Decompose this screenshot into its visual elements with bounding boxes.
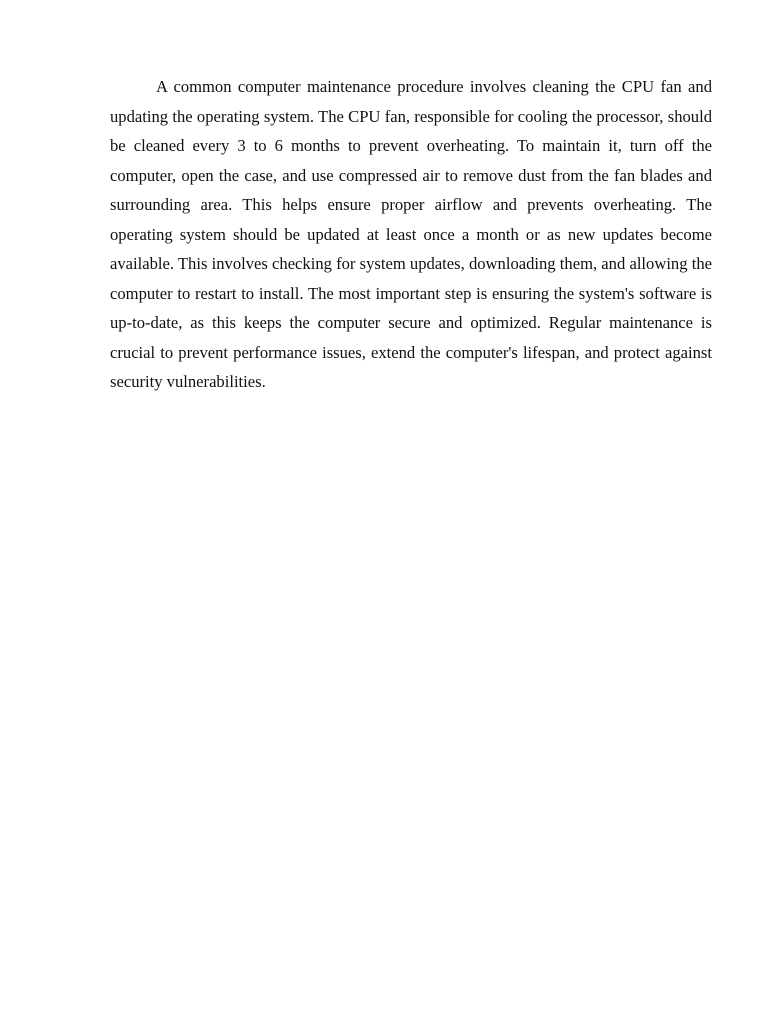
body-paragraph: A common computer maintenance procedure involves cleaning the CPU fan and updating the operating system. The CPU fan, responsible for cooling the processor, should be cleaned every 3 to 6 months to prevent overheating. To maintain it, turn off the computer, open the case, and use compressed air to remove dust from the fan blades and surrounding area. This helps ensure proper airflow and prevents overheating. The operating system should be updated at least once a month or as new updates become available. This involves checking for system updates, downloading them, and allowing the computer to restart to install. The most important step is ensuring the system's software is up-to-date, as this keeps the computer secure and optimized. Regular maintenance is crucial to prevent performance issues, extend the computer's lifespan, and protect against security vulnerabilities. <box>110 77 712 391</box>
